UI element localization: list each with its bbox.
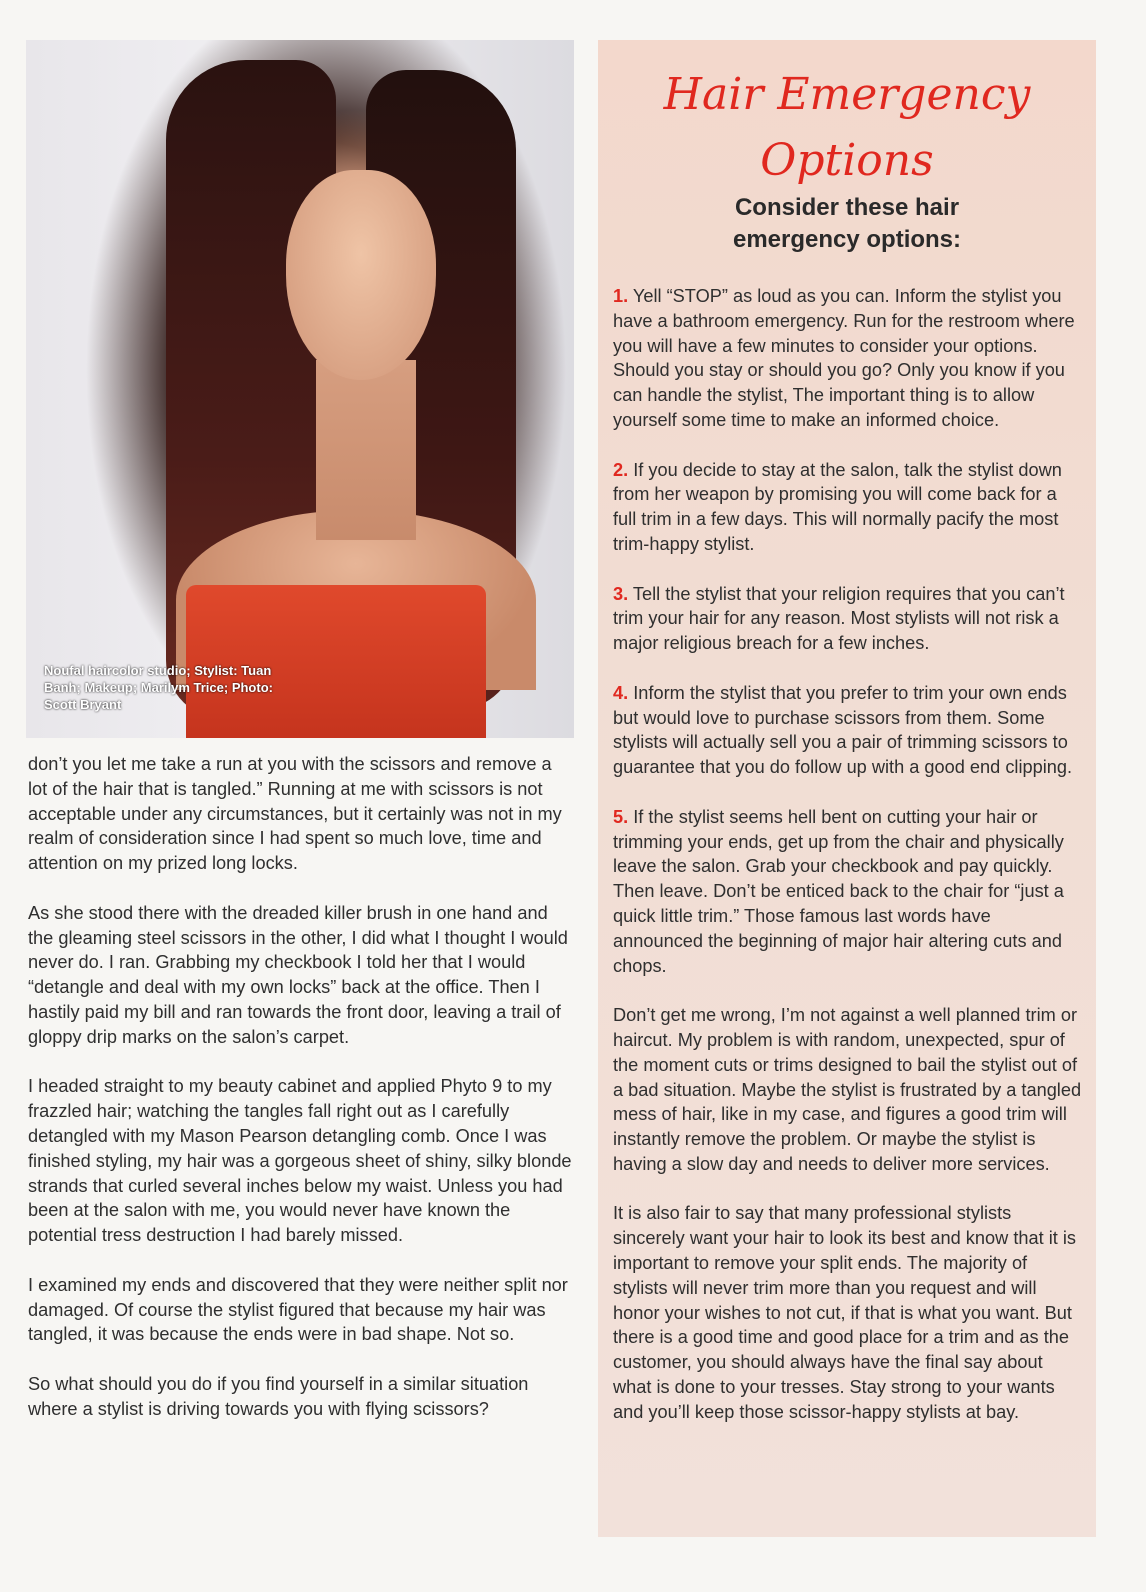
paragraph: I examined my ends and discovered that they were neither split nor damaged. Of course the stylist figured that because my hair was tangled, it was because the ends were in bad shape. Not so. (28, 1274, 568, 1345)
option-text: Tell the stylist that your religion requires that you can’t trim your hair for any reason. Most stylists will not risk a major religious breach for a few inches. (613, 583, 1065, 654)
sidebar-title (598, 62, 1096, 194)
model-photo (26, 40, 574, 738)
sidebar-subtitle (598, 192, 1096, 256)
option-text: Inform the stylist that you prefer to trim your own ends but would love to purchase scissors from them. Some stylists will actually sell you a pair of trimming scissors to guarantee that you do follow up with a good end clipping. (613, 682, 1073, 778)
options-list (613, 284, 1085, 1449)
sidebar-title-line: Options (760, 135, 934, 186)
option-item (613, 805, 1085, 979)
option-item (613, 458, 1085, 557)
option-number: 4. (613, 682, 629, 703)
option-text: If you decide to stay at the salon, talk the stylist down from her weapon by promising you will come back for a full trim in a few days. This will normally pacify the most trim-happy stylist. (613, 459, 1062, 554)
photo-caption: Noufal haircolor studio; Stylist: Tuan Banh; Makeup; Marilym Trice; Photo: Scott Bryant (44, 663, 273, 712)
sidebar-subtitle-line: emergency options: (732, 226, 962, 253)
face-shape (286, 170, 436, 380)
left-column-text (28, 752, 573, 1446)
neck-shape (316, 360, 416, 540)
paragraph: As she stood there with the dreaded killer brush in one hand and the gleaming steel scissors in the other, I did what I thought I would never do. I ran. Grabbing my checkbook I told her that I would “detangle and deal with my own locks” back at the office. Then I hastily paid my bill and ran towards the front door, leaving a trail of gloppy drip marks on the salon’s carpet. (28, 902, 568, 1047)
sidebar-title-line: Hair Emergency (663, 69, 1031, 120)
option-text: Yell “STOP” as loud as you can. Inform the stylist you have a bathroom emergency. Run for the restroom where you will have a few minutes to consider your options. Should you stay or should you go? Only you know if you can handle the stylist, The important thing is to allow yourself some time to make an informed choice. (613, 286, 1075, 430)
option-number: 3. (613, 583, 629, 604)
option-item (613, 681, 1085, 780)
hair-emergency-sidebar (598, 40, 1096, 1537)
option-item (613, 284, 1085, 433)
option-number: 1. (613, 286, 629, 306)
paragraph: So what should you do if you find yourself in a similar situation where a stylist is driving towards you with flying scissors? (28, 1373, 529, 1419)
option-number: 5. (613, 806, 629, 827)
closing-paragraph: It is also fair to say that many professional stylists sincerely want your hair to look its best and know that it is important to remove your split ends. The majority of stylists will never trim more than you request and will honor your wishes to not cut, if that is what you want. But there is a good time and good place for a trim and as the customer, you should always have the final say about what is done to your tresses. Stay strong to your wants and you’ll keep those scissor-happy stylists at bay. (613, 1203, 1076, 1422)
closing-paragraph: Don’t get me wrong, I’m not against a well planned trim or haircut. My problem is with random, unexpected, spur of the moment cuts or trims designed to bail the stylist out of a bad situation. Maybe the stylist is frustrated by a tangled mess of hair, like in my case, and figures a good trim will instantly remove the problem. Or maybe the stylist is having a slow day and needs to deliver more services. (613, 1005, 1082, 1174)
option-number: 2. (613, 459, 629, 480)
paragraph: I headed straight to my beauty cabinet and applied Phyto 9 to my frazzled hair; watching the tangles fall right out as I carefully detangled with my Mason Pearson detangling comb. Once I was finished styling, my hair was a gorgeous sheet of shiny, silky blonde strands that curled several inches below my waist. Unless you had been at the salon with me, you would never have known the potential tress destruction I had barely missed. (28, 1076, 572, 1246)
option-text: If the stylist seems hell bent on cutting your hair or trimming your ends, get up from the chair and physically leave the salon. Grab your checkbook and pay quickly. Then leave. Don’t be enticed back to the chair for “just a quick little trim.” Those famous last words have announced the beginning of major hair altering cuts and chops. (613, 806, 1064, 976)
paragraph: don’t you let me take a run at you with the scissors and remove a lot of the hair that is tangled.” Running at me with scissors is not acceptable under any circumstances, but it certainly was not in my realm of consideration since I had spent so much love, time and attention on my prized long locks. (28, 754, 562, 874)
option-item (613, 582, 1085, 656)
sidebar-subtitle-line: Consider these hair (734, 194, 960, 221)
